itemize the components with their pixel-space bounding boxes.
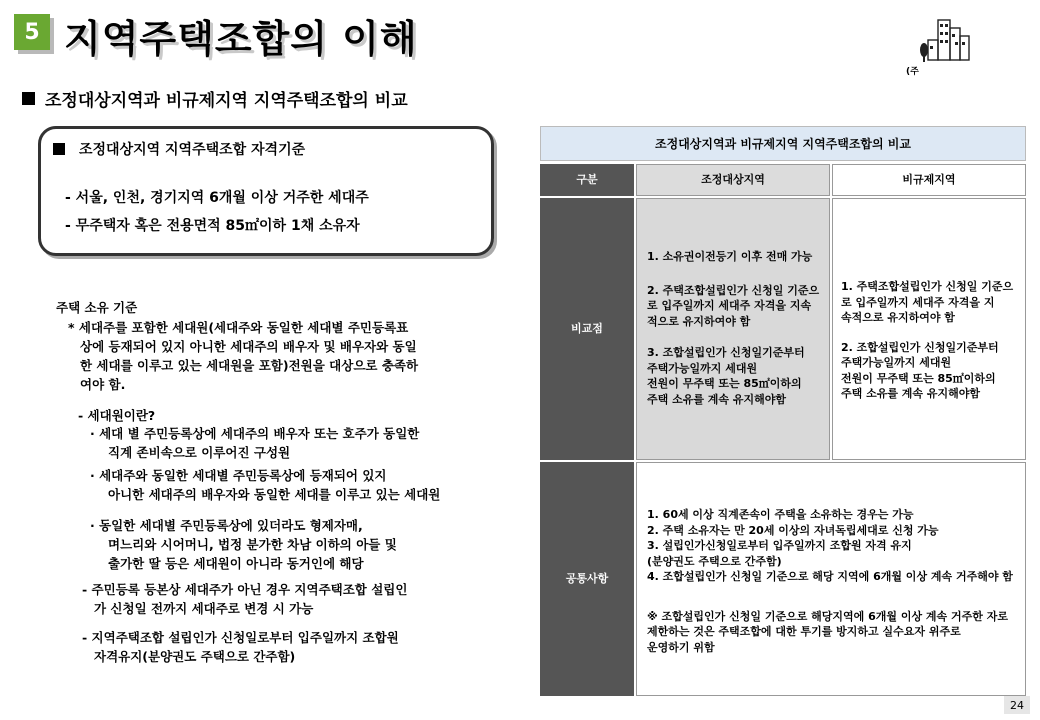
header-category: 구분 [540, 164, 634, 196]
text-line: 여야 함. [80, 377, 126, 392]
note-item [82, 580, 407, 618]
criteria-title-text: 조정대상지역 지역주택조합 자격기준 [79, 142, 306, 158]
section-heading-text: 조정대상지역과 비규제지역 지역주택조합의 비교 [45, 91, 408, 111]
page-number: 24 [1004, 696, 1030, 714]
header-unregulated: 비규제지역 [832, 164, 1026, 196]
member-heading: - 세대원이란? [78, 408, 156, 423]
text-line: · 세대주와 동일한 세대별 주민등록상에 등재되어 있지 [90, 468, 387, 483]
text-line: 한 세대를 이루고 있는 세대원을 포함)전원을 대상으로 충족하 [80, 358, 419, 373]
list-item: 1. 주택조합설립인가 신청일 기준으 [841, 280, 1014, 293]
criteria-box [38, 126, 494, 256]
list-item: 주택 소유를 계속 유지해야함 [841, 387, 980, 400]
list-item: 주택가능일까지 세대원 [647, 361, 758, 375]
ownership-body [68, 318, 418, 394]
note-line: 제한하는 것은 주택조합에 대한 투기를 방지하고 실수요자 위주로 [647, 625, 961, 638]
ownership-heading: 주택 소유 기준 [56, 300, 138, 315]
common-label: 공통사항 [540, 462, 634, 696]
text-line: 상에 등재되어 있지 아니한 세대주의 배우자 및 배우자와 동일 [80, 339, 417, 354]
text-line: 며느리와 시어머니, 법정 분가한 차남 이하의 아들 및 [108, 537, 397, 552]
section-heading [22, 86, 408, 111]
member-item [90, 466, 440, 504]
text-line: 출가한 딸 등은 세대원이 아니라 동거인에 해당 [108, 556, 364, 571]
list-item: 로 입주일까지 세대주 자격을 지 [841, 295, 995, 309]
list-item: 2. 조합설립인가 신청일기준부터 [841, 340, 999, 354]
list-item: 4. 조합설립인가 신청일 기준으로 해당 지역에 6개월 이상 계속 거주해야 함 [647, 570, 1013, 583]
text-line: 직계 존비속으로 이루어진 구성원 [108, 445, 291, 460]
criteria-line: - 서울, 인천, 경기지역 6개월 이상 거주한 세대주 [65, 190, 369, 206]
text-line: · 동일한 세대별 주민등록상에 있더라도 형제자매, [90, 518, 363, 533]
list-item: 속적으로 유지하여야 함 [841, 311, 955, 324]
header-regulated: 조정대상지역 [636, 164, 830, 196]
section-number-badge: 5 [14, 14, 50, 50]
criteria-title [53, 139, 305, 159]
unregulated-cell [832, 198, 1026, 460]
note-item [82, 628, 399, 666]
text-line: - 주민등록 등본상 세대주가 아닌 경우 지역주택조합 설립인 [82, 582, 408, 597]
criteria-line: - 무주택자 혹은 전용면적 85㎡이하 1채 소유자 [65, 218, 360, 234]
member-item [90, 516, 397, 573]
table-title: 조정대상지역과 비규제지역 지역주택조합의 비교 [540, 126, 1026, 161]
text-line: 아니한 세대주의 배우자와 동일한 세대를 이루고 있는 세대원 [108, 487, 441, 502]
list-item: 1. 소유권이전등기 이후 전매 가능 [647, 250, 813, 263]
comparison-table [540, 126, 1026, 696]
member-item [90, 424, 419, 462]
text-line: * 세대주를 포함한 세대원(세대주와 동일한 세대별 주민등록표 [68, 320, 409, 335]
bullet-square-icon [53, 143, 65, 155]
list-item: 전원이 무주택 또는 85㎡이하의 [841, 371, 996, 385]
note-line: ※ 조합설립인가 신청일 기준으로 해당지역에 6개월 이상 계속 거주한 자로 [647, 609, 1008, 623]
note-line: 운영하기 위함 [647, 640, 715, 654]
page-title: 지역주택조합의 이해 [64, 17, 418, 61]
bullet-square-icon [22, 92, 35, 105]
list-item: (분양권도 주택으로 간주함) [647, 554, 782, 568]
list-item: 1. 60세 이상 직계존속이 주택을 소유하는 경우는 가능 [647, 508, 914, 521]
list-item: 전원이 무주택 또는 85㎡이하의 [647, 377, 802, 390]
list-item: 적으로 유지하여야 함 [647, 314, 751, 328]
regulated-cell [636, 198, 830, 460]
list-item: 주택 소유를 계속 유지해야함 [647, 392, 786, 406]
text-line: 가 신청일 전까지 세대주로 변경 시 가능 [94, 601, 314, 616]
text-line: · 세대 별 주민등록상에 세대주의 배우자 또는 호주가 동일한 [90, 426, 420, 441]
list-item: 2. 주택 소유자는 만 20세 이상의 자녀독립세대로 신청 가능 [647, 523, 939, 537]
list-item: 로 입주일까지 세대주 자격을 지속 [647, 299, 812, 312]
text-line: - 지역주택조합 설립인가 신청일로부터 입주일까지 조합원 [82, 630, 399, 645]
logo-text: (주 [906, 67, 919, 77]
common-cell [636, 462, 1026, 696]
list-item: 3. 설립인가신청일로부터 입주일까지 조합원 자격 유지 [647, 539, 912, 552]
list-item: 2. 주택조합설립인가 신청일 기준으 [647, 283, 820, 297]
diff-label: 비교점 [540, 198, 634, 460]
list-item: 3. 조합설립인가 신청일기준부터 [647, 346, 805, 359]
list-item: 주택가능일까지 세대원 [841, 356, 952, 369]
text-line: 자격유지(분양권도 주택으로 간주함) [94, 649, 296, 664]
